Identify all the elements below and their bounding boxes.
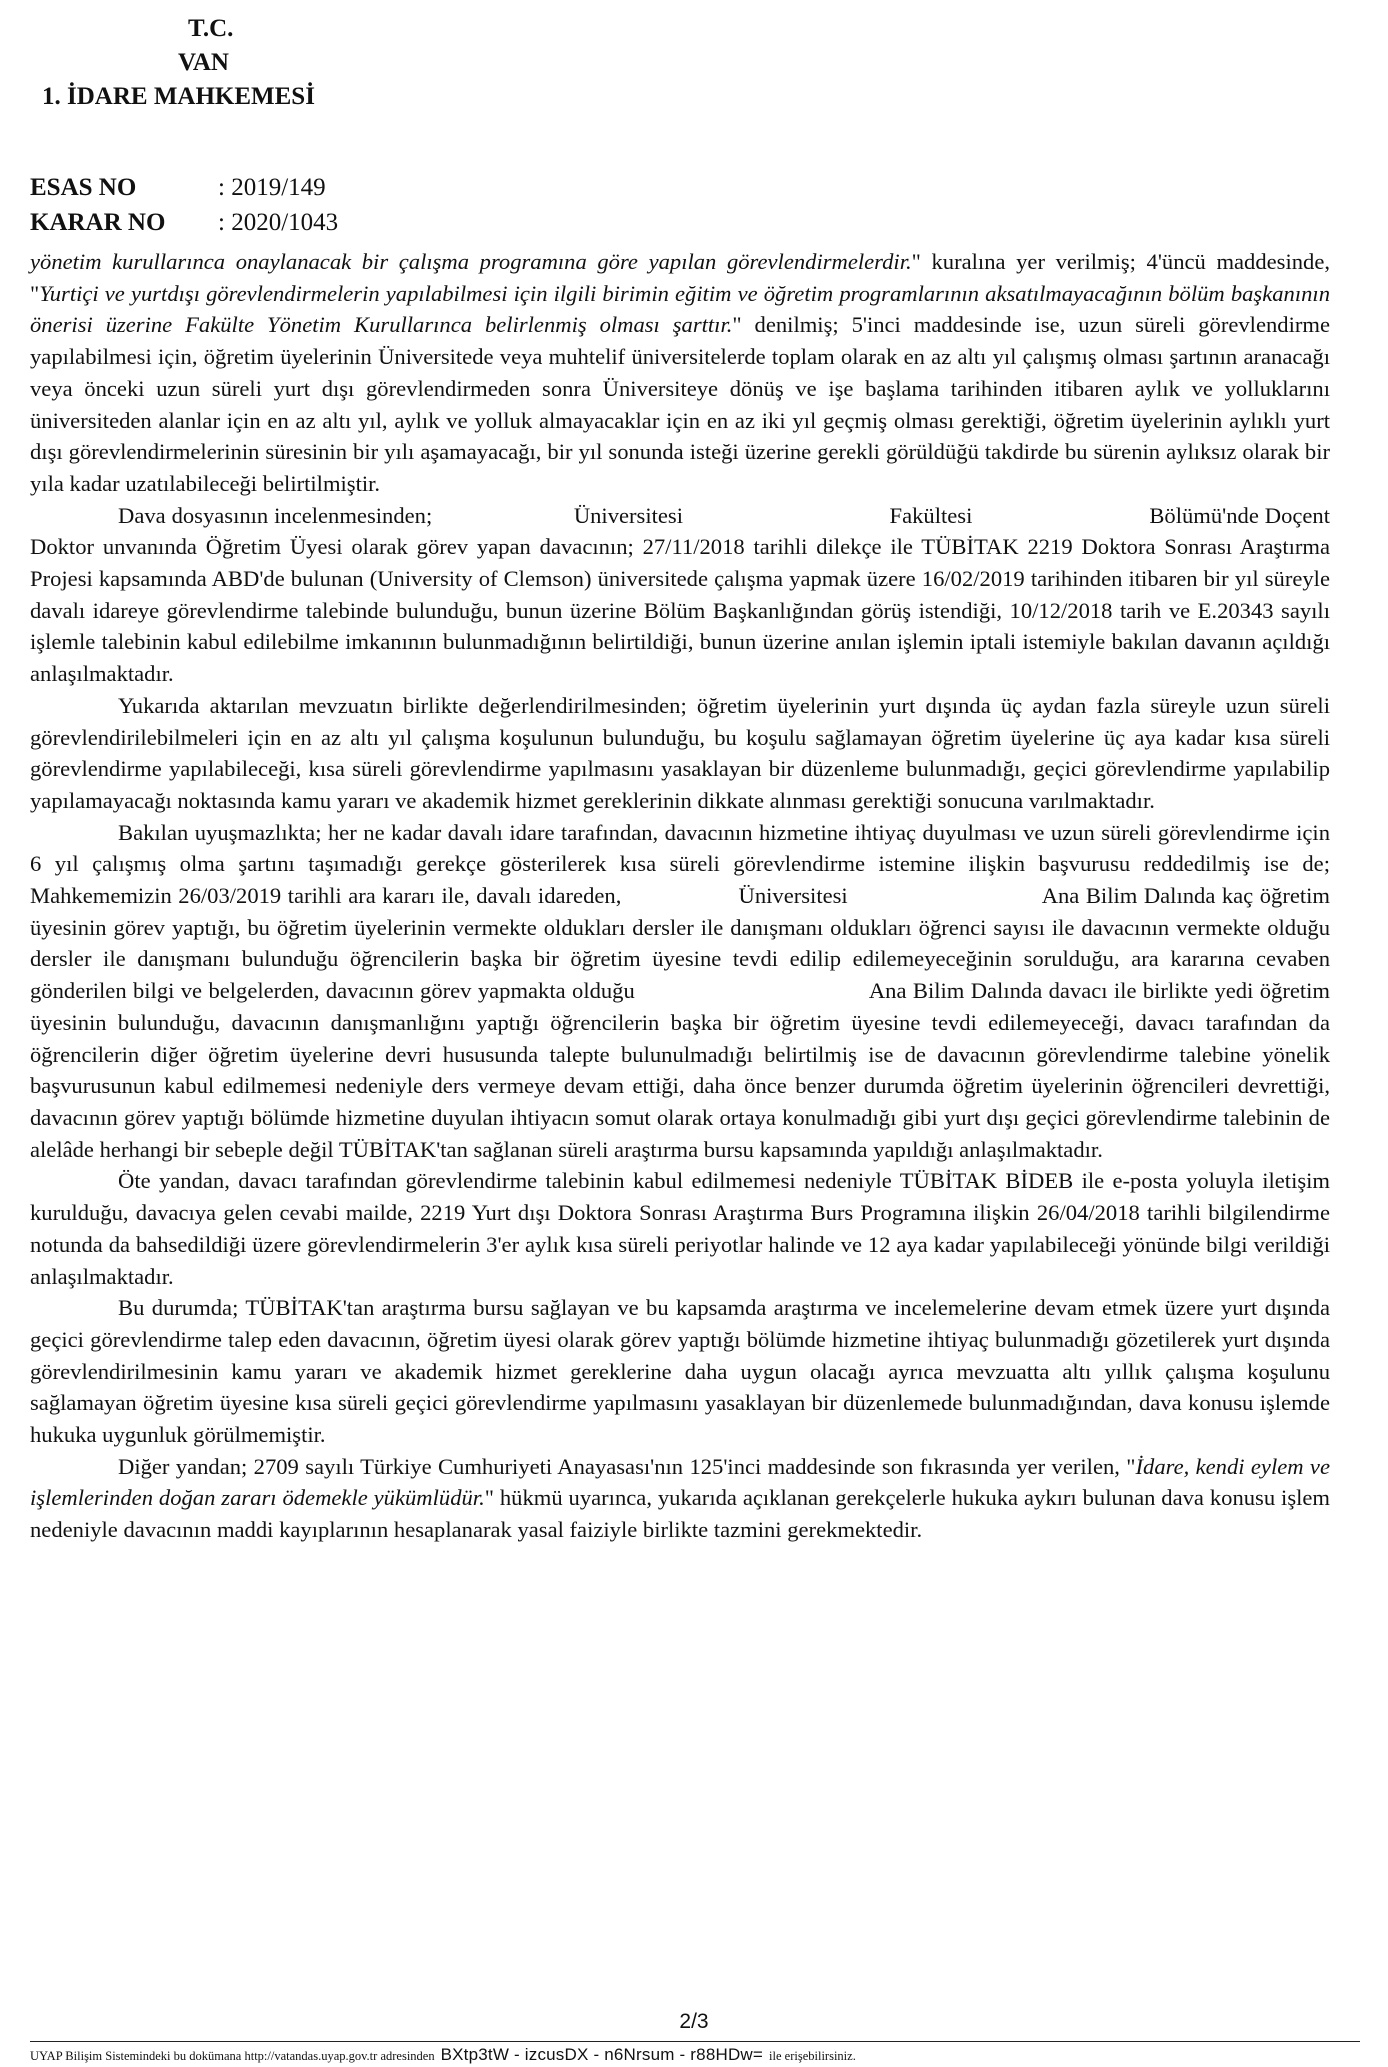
italic-quote: İdare, kendi eylem ve işlemlerinden doğan zararı ödemekle yükümlüdür. xyxy=(30,1453,1330,1511)
footer-prefix: UYAP Bilişim Sistemindeki bu dokümana http://vatandas.uyap.gov.tr adresinden xyxy=(30,2049,435,2063)
karar-no-row xyxy=(30,205,338,240)
court-header xyxy=(40,12,315,114)
header-court-name: 1. İDARE MAHKEMESİ xyxy=(42,83,315,110)
paragraph-1 xyxy=(30,246,1330,500)
page-number: 2/3 xyxy=(679,2010,709,2033)
paragraph-3: Yukarıda aktarılan mevzuatın birlikte değerlendirilmesinden; öğretim üyelerinin yurt dışında üç aydan fazla süreyle uzun süreli görevlendirilebilmeleri için en az altı yıl çalışma koşulunun bulunduğu, bu koşulu sağlamayan öğretim üyelerine üç aya kadar kısa süreli görevlendirme yapılabileceği, kısa süreli görevlendirme yapılmasını yasaklayan bir düzenleme bulunmadığı, geçici görevlendirme yapılabilip yapılamayacağı noktasında kamu yararı ve akademik hizmet gereklerinin dikkate alınması gerektiği sonucuna varılmaktadır. xyxy=(30,692,1330,813)
esas-no-value: : 2019/149 xyxy=(218,174,326,201)
esas-no-label: ESAS NO xyxy=(30,174,137,201)
document-body xyxy=(30,246,1336,1546)
paragraph-text: " hükmü uyarınca, yukarıda açıklanan gerekçelerle hukuka aykırı bulunan dava konusu işlem nedeniyle davacının maddi kayıplarının hesaplanarak yasal faiziyle birlikte tazmini gerekmektedir. xyxy=(30,1485,1330,1543)
italic-quote: Yurtiçi ve yurtdışı görevlendirmelerin yapılabilmesi için ilgili birimin eğitim ve öğretim programlarının aksatılmayacağının bölüm başkanının önerisi üzerine Fakülte Yönetim Kurullarınca belirlenmiş olması şarttır. xyxy=(30,280,1330,338)
esas-no-row xyxy=(30,170,338,205)
uyap-footer xyxy=(30,2041,1360,2065)
paragraph-4: Bakılan uyuşmazlıkta; her ne kadar davalı idare tarafından, davacının hizmetine ihtiyaç duyulması ve uzun süreli görevlendirme için 6 yıl çalışmış olma şartını taşımadığı gerekçe gösterilerek kısa süreli görevlendirme istemine ilişkin başvurusu reddedilmiş ise de; Mahkememizin 26/03/2019 tarihli ara kararı ile, davalı idareden, Üniversitesi Ana Bilim Dalında kaç öğretim üyesinin görev yaptığı, bu öğretim üyelerinin vermekte oldukları dersler ile danışmanı oldukları öğrenci sayısı ile davacının vermekte olduğu dersler ile danışmanı bulunduğu öğrencilerin başka bir öğretim üyesine tevdi edilip edilemeyeceğinin sorulduğu, ara kararına cevaben gönderilen bilgi ve belgelerden, davacının görev yapmakta olduğu Ana Bilim Dalında davacı ile birlikte yedi öğretim üyesinin bulunduğu, davacının danışmanlığını yaptığı öğrencilerin başka bir öğretim üyesine tevdi edilemeyeceği, davacı tarafından da öğrencilerin diğer öğretim üyelerine devri hususunda talepte bulunulmadığı belirtilmiş ise de davacının görevlendirme talebine yönelik başvurusunun kabul edilmemesi nedeniyle ders vermeye devam ettiği, daha önce benzer durumda öğretim üyelerinin öğrencileri devrettiği, davacının görev yaptığı bölümde hizmetine duyulan ihtiyacın somut olarak ortaya konulmadığı gibi yurt dışı geçici görevlendirme talebinin de alelâde herhangi bir sebeple değil TÜBİTAK'tan sağlanan süreli araştırma bursu kapsamında yapıldığı anlaşılmaktadır. xyxy=(30,819,1336,1162)
case-numbers xyxy=(30,170,338,240)
paragraph-text: Diğer yandan; 2709 sayılı Türkiye Cumhuriyeti Anayasası'nın 125'inci maddesinde son fıkrasında yer verilen, " xyxy=(118,1453,1136,1479)
paragraph-text: " denilmiş; 5'inci maddesinde ise, uzun süreli görevlendirme yapılabilmesi için, öğretim üyelerinin Üniversitede veya muhtelif üniversitelerde toplam olarak en az altı yıl çalışmış olması şartının aranacağı veya önceki uzun süreli yurt dışı görevlendirmeden sonra Üniversiteye dönüş ve işe başlama tarihinden itibaren aylık ve yolluklarını üniversiteden alanlar için en az altı yıl, aylık ve yolluk almayacaklar için en az iki yıl geçmiş olması gerektiği, öğretim üyelerinin aylıklı yurt dışı görevlendirmelerinin süresinin bir yılı aşamayacağı, bir yıl sonunda isteği üzerine gerekli görüldüğü takdirde bu sürenin aylıksız olarak bir yıla kadar uzatılabileceği belirtilmiştir. xyxy=(30,312,1330,496)
paragraph-6: Bu durumda; TÜBİTAK'tan araştırma bursu sağlayan ve bu kapsamda araştırma ve incelemelerine devam etmek üzere yurt dışında geçici görevlendirme talep eden davacının, öğretim üyesi olarak görev yaptığı bölümde hizmetine ihtiyaç bulunmadığı gözetilerek yurt dışında görevlendirilmesinin kamu yararı ve akademik hizmet gereklerine daha uygun olacağı ayrıca mevzuatta altı yıllık çalışma koşulunu sağlamayan öğretim üyesine kısa süreli geçici görevlendirme yapılmasını yasaklayan bir düzenlemede bulunmadığından, dava konusu işlemde hukuka uygunluk görülmemiştir. xyxy=(30,1295,1330,1448)
karar-no-label: KARAR NO xyxy=(30,209,166,236)
paragraph-2: Dava dosyasının incelenmesinden; Üniversitesi Fakültesi Bölümü'nde Doçent Doktor unvanında Öğretim Üyesi olarak görev yapan davacının; 27/11/2018 tarihli dilekçe ile TÜBİTAK 2219 Doktora Sonrası Araştırma Projesi kapsamında ABD'de bulunan (University of Clemson) üniversitede çalışma yapmak üzere 16/02/2019 tarihinden itibaren bir yıl süreyle davalı idareye görevlendirme talebinde bulunduğu, bunun üzerine Bölüm Başkanlığından görüş istendiği, 10/12/2018 tarih ve E.20343 sayılı işlemle talebinin kabul edilebilme imkanının bulunmadığının belirtildiği, bunun üzerine anılan işlemin iptali istemiyle bakılan davanın açıldığı anlaşılmaktadır. xyxy=(30,502,1336,687)
paragraph-5: Öte yandan, davacı tarafından görevlendirme talebinin kabul edilmemesi nedeniyle TÜBİTAK BİDEB ile e-posta yoluyla iletişim kurulduğu, davacıya gelen cevabi mailde, 2219 Yurt dışı Doktora Sonrası Araştırma Burs Programına ilişkin 26/04/2018 tarihli bilgilendirme notunda da bahsedildiği üzere görevlendirmelerin 3'er aylık kısa süreli periyotlar halinde ve 12 aya kadar yapılabileceği yönünde bilgi verildiği anlaşılmaktadır. xyxy=(30,1168,1330,1289)
paragraph-text: " kuralına yer verilmiş; 4'üncü maddesinde, " xyxy=(30,249,1331,306)
italic-quote: yönetim kurullarınca onaylanacak bir çalışma programına göre yapılan görevlendirmelerdir. xyxy=(30,249,912,274)
karar-no-value: : 2020/1043 xyxy=(218,209,339,236)
header-tc: T.C. xyxy=(188,15,234,42)
footer-suffix: ile erişebilirsiniz. xyxy=(769,2049,856,2063)
verification-code: BXtp3tW - izcusDX - n6Nrsum - r88HDw= xyxy=(440,2045,764,2064)
header-city: VAN xyxy=(178,49,229,76)
paragraph-7 xyxy=(30,1451,1330,1546)
